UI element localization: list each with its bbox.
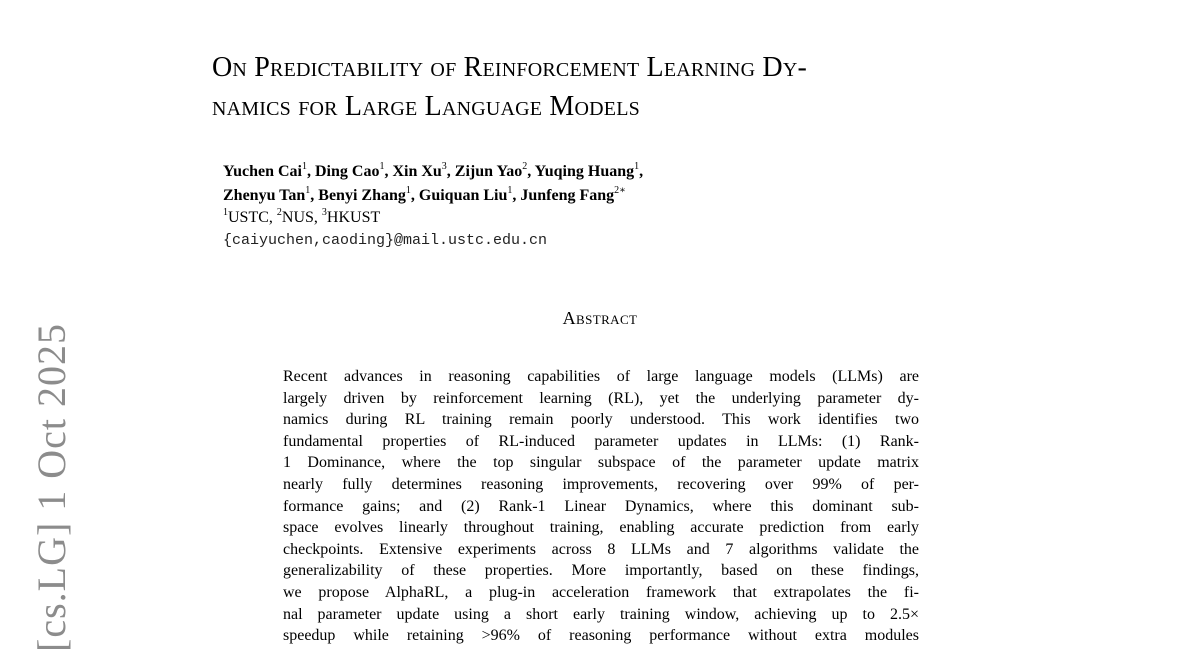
title-line-2: namics for Large Language Models [212, 91, 640, 122]
affiliation-mark: 1 [223, 207, 228, 218]
author-affiliation-mark: 2 [522, 161, 528, 172]
abstract-line: generalizability of these properties. More importantly, based on these findings, [283, 562, 919, 580]
author-name: Xin Xu [392, 163, 442, 180]
abstract-line: largely driven by reinforcement learning (RL), yet the underlying parameter dy- [283, 389, 919, 407]
author-line: Zhenyu Tan$^1$, Benyi Zhang$^1$, Guiquan Liu$^1$, Junfeng Fang$^{2∗}$ [223, 185, 626, 204]
author-list [223, 160, 643, 208]
author-affiliation-mark: 1 [301, 161, 307, 172]
abstract-line: namics during RL training remain poorly understood. This work identifies two [283, 411, 919, 429]
abstract-line: formance gains; and (2) Rank-1 Linear Dynamics, where this dominant sub- [283, 497, 919, 515]
title-line-1: On Predictability of Reinforcement Learning Dy- [212, 52, 807, 83]
author-line: Yuchen Cai$^1$, Ding Cao$^1$, Xin Xu$^3$, Zijun Yao$^2$, Yuqing Huang$^1$, [223, 161, 644, 180]
abstract-line: 1 Dominance, where the top singular subspace of the parameter update matrix [283, 454, 919, 472]
abstract-line: space evolves linearly throughout training, enabling accurate prediction from early [283, 519, 919, 537]
abstract-line: Recent advances in reasoning capabilities of large language models (LLMs) are [283, 368, 919, 385]
abstract-line: fundamental properties of RL-induced parameter updates in LLMs: (1) Rank- [283, 432, 919, 450]
affiliations: $^1$USTC, $^2$NUS, $^3$HKUST [223, 207, 381, 226]
author-name: Guiquan Liu [418, 187, 508, 204]
author-name: Benyi Zhang [318, 187, 406, 204]
abstract-line: speedup while retaining >96% of reasoning performance without extra modules [283, 627, 919, 645]
author-affiliation-mark: 2∗ [614, 185, 626, 196]
abstract-line: nal parameter update using a short early training window, achieving up to 2.5× [283, 605, 919, 623]
affiliation-mark: 2 [276, 207, 282, 218]
author-name: Junfeng Fang [520, 187, 615, 204]
abstract-line: we propose AlphaRL, a plug-in acceleration framework that extrapolates the fi- [283, 583, 919, 601]
author-name: Zhenyu Tan [223, 187, 306, 204]
abstract-body [283, 366, 919, 647]
abstract-line: nearly fully determines reasoning improvements, recovering over 99% of per- [283, 475, 919, 493]
arxiv-side-stamp: [cs.LG] 1 Oct 2025 [29, 322, 74, 652]
author-affiliation-mark: 1 [379, 161, 385, 172]
author-affiliation-mark: 1 [305, 185, 311, 196]
affiliation-mark: 3 [321, 207, 327, 218]
abstract-heading: Abstract [562, 308, 638, 328]
contact-email: {caiyuchen,caoding}@mail.ustc.edu.cn [223, 232, 548, 249]
affiliation-name: HKUST [326, 209, 381, 226]
author-name: Ding Cao [314, 163, 380, 180]
author-name: Zijun Yao [454, 163, 523, 180]
affiliation-name: USTC [228, 209, 269, 226]
affiliation-name: NUS [281, 209, 314, 226]
author-affiliation-mark: 1 [634, 161, 640, 172]
author-affiliation-mark: 1 [507, 185, 513, 196]
author-affiliation-mark: 3 [441, 161, 447, 172]
paper-title [212, 48, 1012, 126]
author-name: Yuchen Cai [223, 163, 302, 180]
author-name: Yuqing Huang [534, 163, 635, 180]
abstract-line: checkpoints. Extensive experiments across 8 LLMs and 7 algorithms validate the [283, 540, 919, 558]
author-affiliation-mark: 1 [405, 185, 411, 196]
